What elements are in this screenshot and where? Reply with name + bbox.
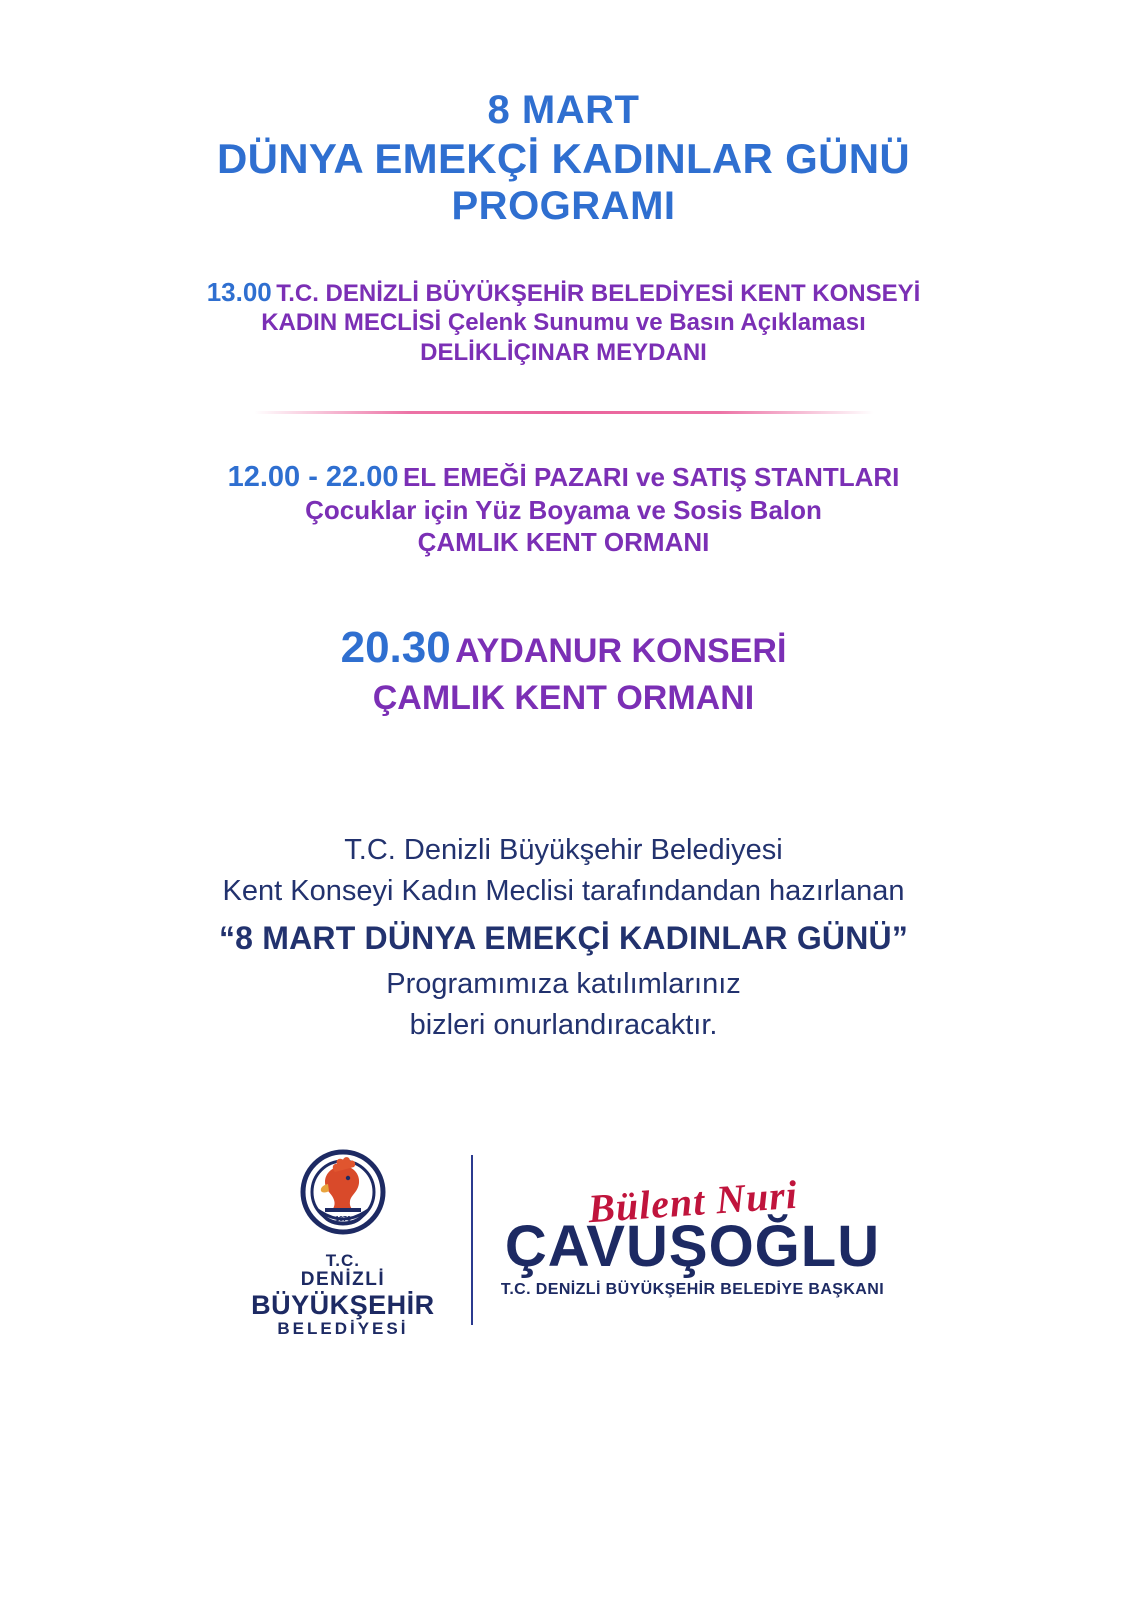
entry-1-desc: T.C. DENİZLİ BÜYÜKŞEHİR BELEDİYESİ KENT KONSEYİ (276, 279, 921, 307)
program-entry-2 (228, 460, 900, 559)
entry-1-venue: DELİKLİÇINAR MEYDANI (420, 338, 707, 366)
entry-3-headline (341, 621, 787, 675)
mayor-first-name: Bülent Nuri (586, 1171, 799, 1232)
invitation-line-3: Programımıza katılımlarınız (386, 967, 741, 1000)
mayor-signature (500, 1171, 885, 1299)
entry-2-time: 12.00 - 22.00 (227, 460, 399, 493)
municipality-logo (243, 1142, 443, 1338)
municipality-belediyesi: BELEDİYESİ (277, 1318, 409, 1338)
title-line-3: PROGRAMI (451, 183, 676, 228)
mayor-last-name: ÇAVUŞOĞLU (504, 1214, 881, 1280)
entry-2-sub: Çocuklar için Yüz Boyama ve Sosis Balon (305, 495, 822, 526)
invitation-text (219, 830, 908, 1046)
section-divider (254, 411, 874, 414)
program-entry-3 (341, 621, 787, 720)
entry-1-headline (207, 277, 921, 309)
entry-2-desc: EL EMEĞİ PAZARI ve SATIŞ STANTLARI (402, 461, 900, 492)
entry-1-time: 13.00 (206, 276, 272, 307)
rooster-crest-icon (291, 1142, 395, 1246)
municipality-metro: BÜYÜKŞEHİR (251, 1289, 435, 1320)
title-line-1: 8 MART (487, 88, 640, 132)
entry-1-sub: KADIN MECLİSİ Çelenk Sunumu ve Basın Açıklaması (261, 309, 866, 337)
footer (243, 1142, 884, 1338)
page-title (217, 88, 910, 229)
entry-3-time: 20.30 (340, 622, 451, 672)
title-line-2: DÜNYA EMEKÇİ KADINLAR GÜNÜ (216, 134, 911, 182)
entry-3-venue: ÇAMLIK KENT ORMANI (372, 679, 755, 718)
municipality-wordmark (251, 1252, 435, 1338)
municipality-city: DENİZLİ (300, 1269, 386, 1291)
entry-2-headline (228, 460, 900, 495)
municipality-tc: T.C. (325, 1250, 361, 1270)
mayor-role: T.C. DENİZLİ BÜYÜKŞEHİR BELEDİYE BAŞKANI (500, 1281, 885, 1299)
invitation-quote: “8 MART DÜNYA EMEKÇİ KADINLAR GÜNÜ” (218, 920, 909, 957)
invitation-line-2: Kent Konseyi Kadın Meclisi tarafındandan hazırlanan (222, 875, 905, 907)
program-entry-1 (207, 277, 921, 367)
invitation-line-4: bizleri onurlandıracaktır. (409, 1008, 718, 1041)
entry-3-desc: AYDANUR KONSERİ (455, 631, 787, 670)
entry-2-venue: ÇAMLIK KENT ORMANI (417, 526, 710, 557)
crest-year: 1876 (335, 1215, 351, 1223)
invitation-line-1: T.C. Denizli Büyükşehir Belediyesi (344, 833, 783, 866)
footer-divider (471, 1155, 473, 1325)
